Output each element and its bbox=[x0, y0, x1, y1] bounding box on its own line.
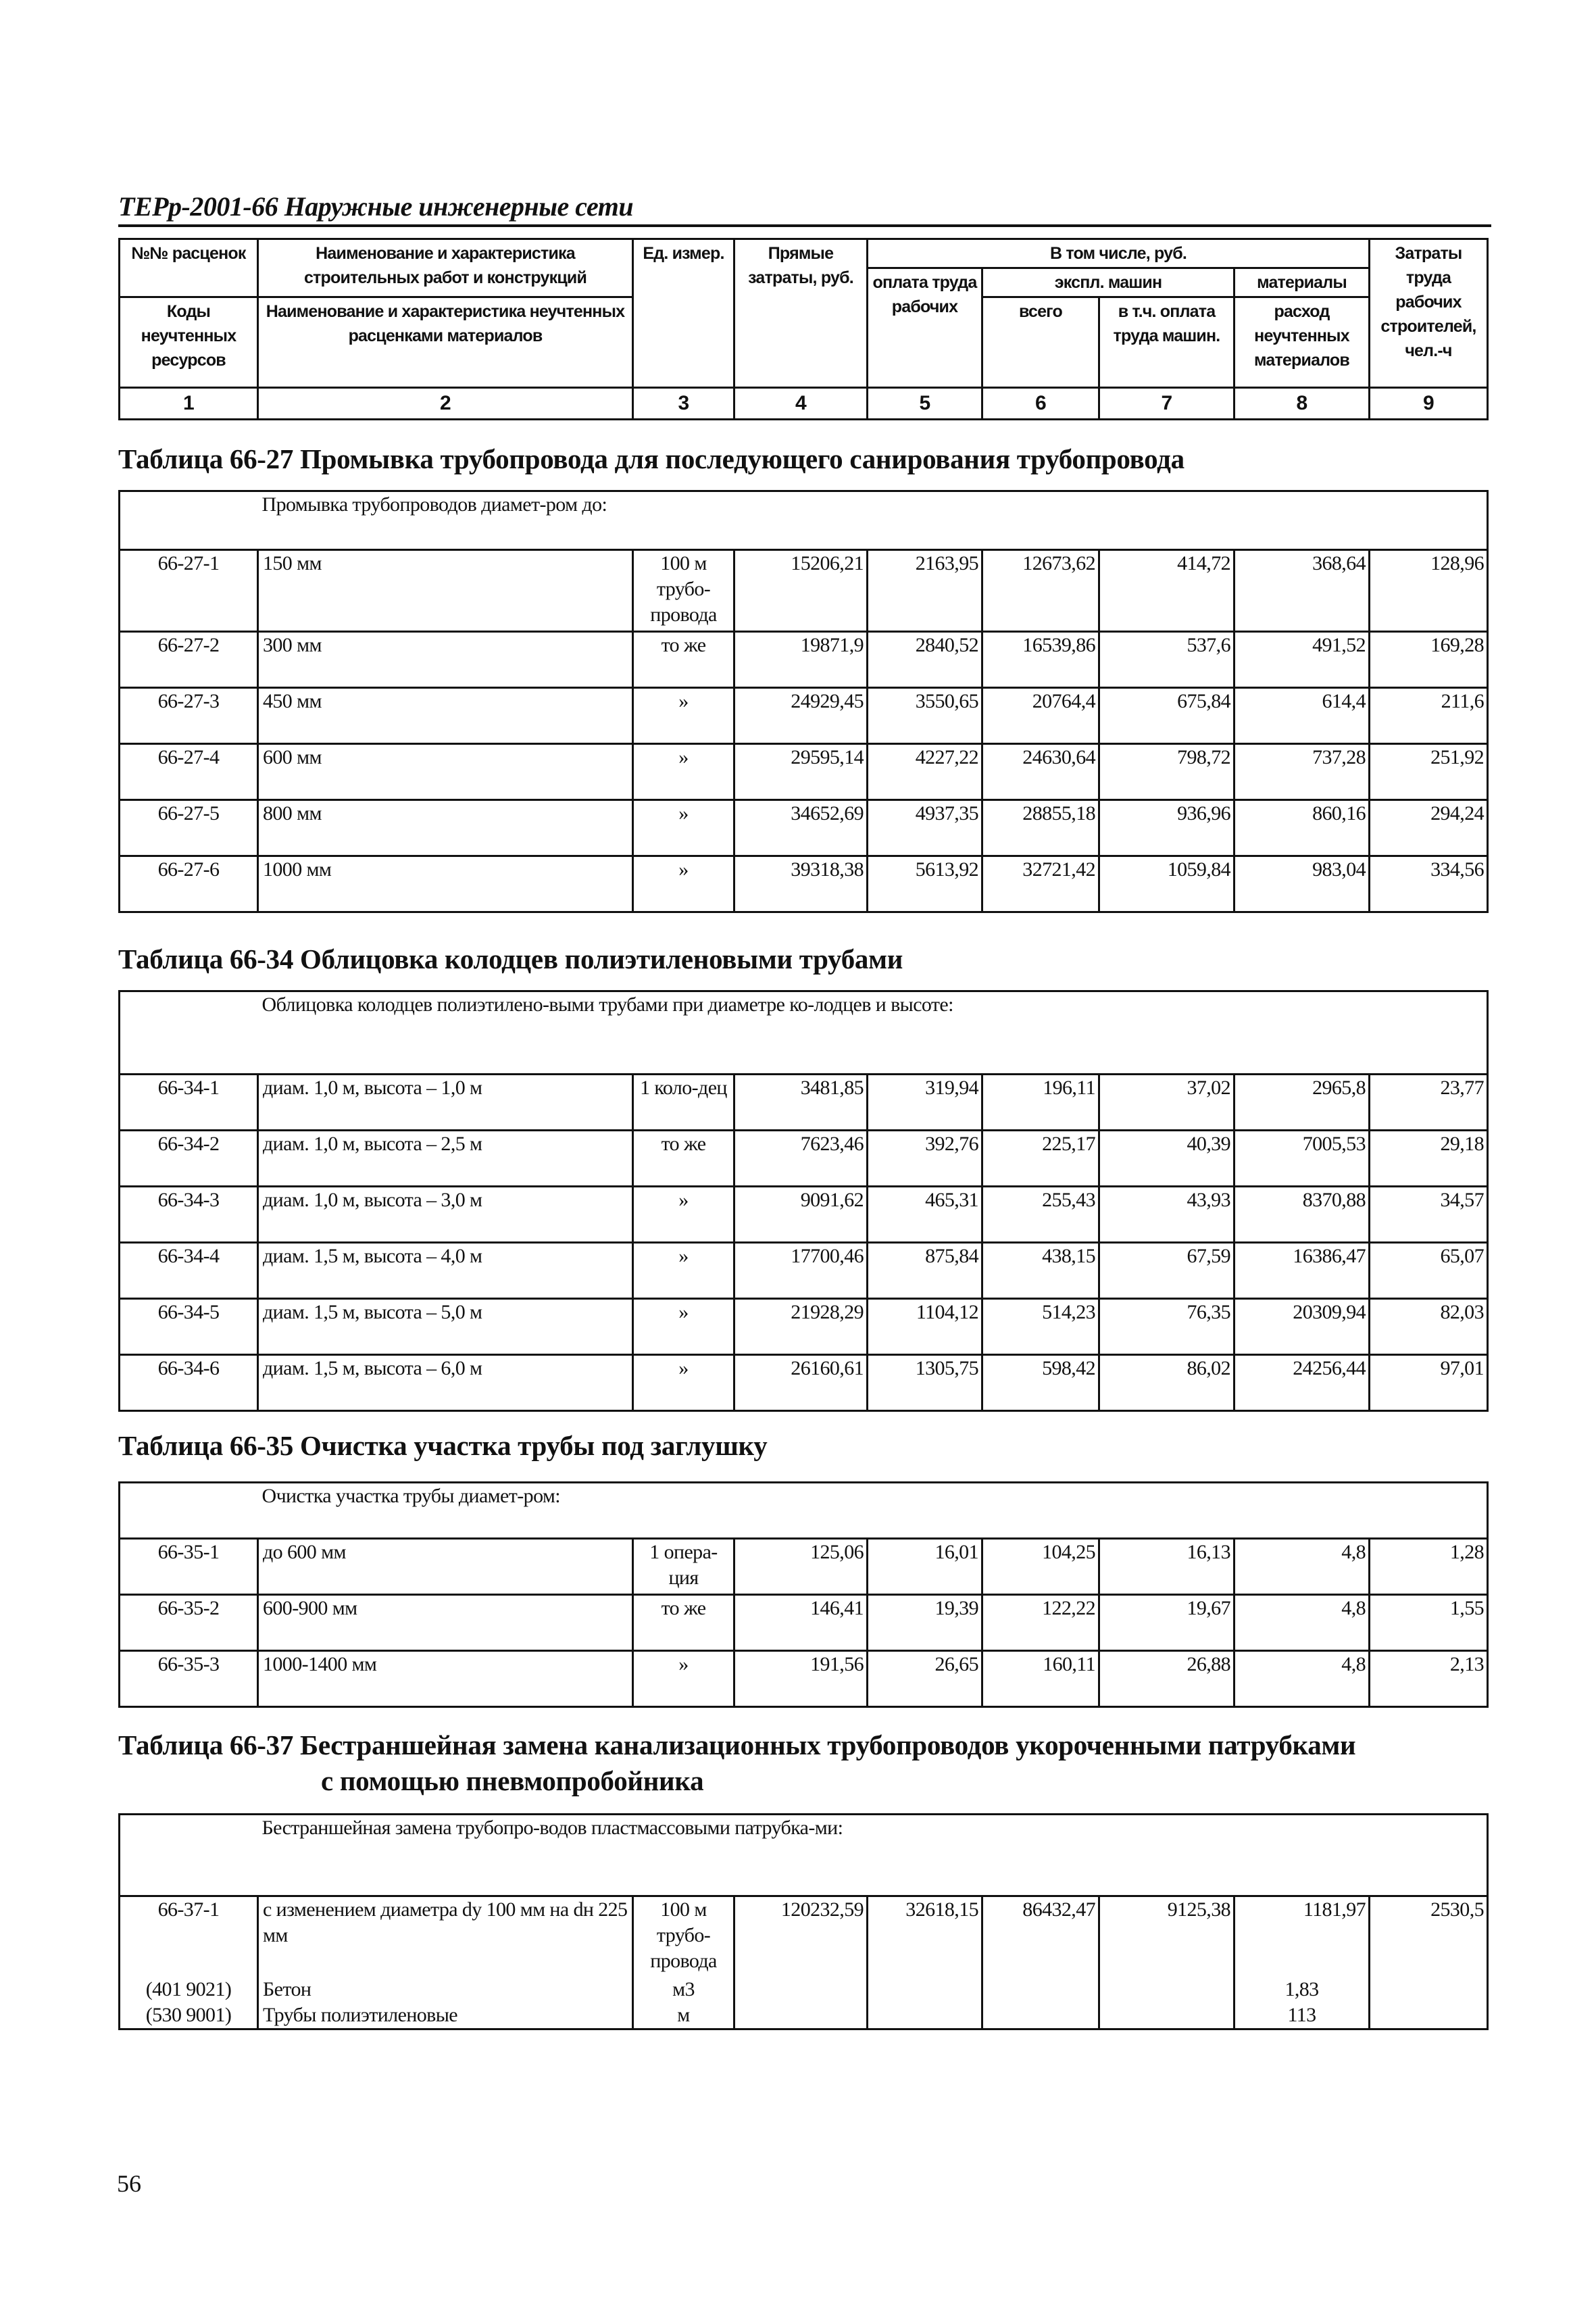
table-row bbox=[120, 1299, 1488, 1355]
worker-pay: 1305,75 bbox=[868, 1355, 982, 1411]
machines-total: 196,11 bbox=[982, 1075, 1099, 1131]
table-title-66-34: Таблица 66-34 Облицовка колодцев полиэтиленовыми трубами bbox=[118, 943, 903, 975]
rate-code: 66-34-2 bbox=[120, 1131, 258, 1187]
work-name: диам. 1,5 м, высота – 4,0 м bbox=[258, 1243, 633, 1299]
machine-operator-pay: 1059,84 bbox=[1099, 856, 1235, 912]
page-number: 56 bbox=[117, 2170, 141, 2197]
direct-costs: 15206,21 bbox=[734, 550, 868, 632]
machines-total: 514,23 bbox=[982, 1299, 1099, 1355]
rate-code: 66-27-4 bbox=[120, 744, 258, 800]
material-name: Бетон bbox=[258, 1977, 633, 2002]
unit: 100 м трубо-провода bbox=[633, 1896, 734, 1977]
table-row bbox=[120, 1651, 1488, 1707]
unit: » bbox=[633, 1299, 734, 1355]
header-number: 3 bbox=[633, 388, 734, 420]
work-name: диам. 1,0 м, высота – 2,5 м bbox=[258, 1131, 633, 1187]
worker-pay: 4937,35 bbox=[868, 800, 982, 856]
intro-spacer bbox=[1370, 491, 1488, 550]
materials: 4,8 bbox=[1235, 1539, 1370, 1595]
worker-pay: 2163,95 bbox=[868, 550, 982, 632]
empty-cell bbox=[1370, 2002, 1488, 2029]
material-amount: 113 bbox=[1235, 2002, 1370, 2029]
empty-cell bbox=[1099, 1977, 1235, 2002]
rate-code: 66-35-3 bbox=[120, 1651, 258, 1707]
header-number: 5 bbox=[868, 388, 982, 420]
machines-total: 86432,47 bbox=[982, 1896, 1099, 1977]
machines-total: 225,17 bbox=[982, 1131, 1099, 1187]
header-machine-operator-pay: в т.ч. оплата труда машин. bbox=[1099, 297, 1235, 388]
rate-code: 66-34-1 bbox=[120, 1075, 258, 1131]
intro-spacer bbox=[1370, 1483, 1488, 1539]
empty-cell bbox=[868, 2002, 982, 2029]
header-number: 4 bbox=[734, 388, 868, 420]
machines-total: 20764,4 bbox=[982, 688, 1099, 744]
worker-pay: 392,76 bbox=[868, 1131, 982, 1187]
machines-total: 255,43 bbox=[982, 1187, 1099, 1243]
labor-hours: 334,56 bbox=[1370, 856, 1488, 912]
labor-hours: 294,24 bbox=[1370, 800, 1488, 856]
resource-code: (530 9001) bbox=[120, 2002, 258, 2029]
machines-total: 160,11 bbox=[982, 1651, 1099, 1707]
running-head-rule bbox=[118, 224, 1491, 227]
work-name: 1000-1400 мм bbox=[258, 1651, 633, 1707]
machines-total: 24630,64 bbox=[982, 744, 1099, 800]
resource-code: (401 9021) bbox=[120, 1977, 258, 2002]
unit: » bbox=[633, 744, 734, 800]
table-intro-text: Бестраншейная замена трубопро-водов пластмассовыми патрубка-ми: bbox=[258, 1815, 1370, 1896]
table-row bbox=[120, 1595, 1488, 1651]
header-material-consumption: расход неучтенных материалов bbox=[1235, 297, 1370, 388]
table-intro-text: Промывка трубопроводов диамет-ром до: bbox=[258, 491, 1370, 550]
labor-hours: 82,03 bbox=[1370, 1299, 1488, 1355]
direct-costs: 39318,38 bbox=[734, 856, 868, 912]
intro-spacer bbox=[1370, 1815, 1488, 1896]
materials: 4,8 bbox=[1235, 1651, 1370, 1707]
table-title-66-35: Таблица 66-35 Очистка участка трубы под заглушку bbox=[118, 1430, 768, 1461]
unit: 1 коло-дец bbox=[633, 1075, 734, 1131]
labor-hours: 1,28 bbox=[1370, 1539, 1488, 1595]
intro-spacer bbox=[120, 491, 258, 550]
worker-pay: 319,94 bbox=[868, 1075, 982, 1131]
material-unit: м3 bbox=[633, 1977, 734, 2002]
header-number: 9 bbox=[1370, 388, 1488, 420]
rate-code: 66-34-6 bbox=[120, 1355, 258, 1411]
table-66-34 bbox=[118, 990, 1489, 1412]
material-row bbox=[120, 2002, 1488, 2029]
table-row bbox=[120, 856, 1488, 912]
direct-costs: 9091,62 bbox=[734, 1187, 868, 1243]
machines-total: 598,42 bbox=[982, 1355, 1099, 1411]
labor-hours: 29,18 bbox=[1370, 1131, 1488, 1187]
machines-total: 104,25 bbox=[982, 1539, 1099, 1595]
table-66-35 bbox=[118, 1481, 1489, 1708]
rate-code: 66-35-1 bbox=[120, 1539, 258, 1595]
work-name: 300 мм bbox=[258, 632, 633, 688]
work-name: 800 мм bbox=[258, 800, 633, 856]
labor-hours: 34,57 bbox=[1370, 1187, 1488, 1243]
materials: 4,8 bbox=[1235, 1595, 1370, 1651]
table-row bbox=[120, 550, 1488, 632]
work-name: 1000 мм bbox=[258, 856, 633, 912]
worker-pay: 875,84 bbox=[868, 1243, 982, 1299]
empty-cell bbox=[1370, 1977, 1488, 2002]
running-head: ТЕРр-2001-66 Наружные инженерные сети bbox=[118, 191, 634, 222]
worker-pay: 465,31 bbox=[868, 1187, 982, 1243]
labor-hours: 2,13 bbox=[1370, 1651, 1488, 1707]
materials: 491,52 bbox=[1235, 632, 1370, 688]
machine-operator-pay: 43,93 bbox=[1099, 1187, 1235, 1243]
materials: 7005,53 bbox=[1235, 1131, 1370, 1187]
direct-costs: 21928,29 bbox=[734, 1299, 868, 1355]
work-name: диам. 1,5 м, высота – 5,0 м bbox=[258, 1299, 633, 1355]
unit: » bbox=[633, 800, 734, 856]
table-row bbox=[120, 1187, 1488, 1243]
work-name: 600-900 мм bbox=[258, 1595, 633, 1651]
table-row bbox=[120, 1896, 1488, 1977]
unit: » bbox=[633, 688, 734, 744]
machine-operator-pay: 16,13 bbox=[1099, 1539, 1235, 1595]
rate-code: 66-37-1 bbox=[120, 1896, 258, 1977]
worker-pay: 3550,65 bbox=[868, 688, 982, 744]
machine-operator-pay: 26,88 bbox=[1099, 1651, 1235, 1707]
direct-costs: 191,56 bbox=[734, 1651, 868, 1707]
machine-operator-pay: 76,35 bbox=[1099, 1299, 1235, 1355]
unit: то же bbox=[633, 1595, 734, 1651]
header-number: 7 bbox=[1099, 388, 1235, 420]
labor-hours: 23,77 bbox=[1370, 1075, 1488, 1131]
work-name: до 600 мм bbox=[258, 1539, 633, 1595]
header-rate-number: №№ расценок bbox=[120, 239, 258, 297]
table-row bbox=[120, 1539, 1488, 1595]
header-machines-total: всего bbox=[982, 297, 1099, 388]
header-direct-costs: Прямые затраты, руб. bbox=[734, 239, 868, 388]
column-header-table bbox=[118, 238, 1489, 420]
machine-operator-pay: 675,84 bbox=[1099, 688, 1235, 744]
materials: 20309,94 bbox=[1235, 1299, 1370, 1355]
rate-code: 66-27-3 bbox=[120, 688, 258, 744]
direct-costs: 7623,46 bbox=[734, 1131, 868, 1187]
worker-pay: 4227,22 bbox=[868, 744, 982, 800]
header-group-including: В том числе, руб. bbox=[868, 239, 1370, 268]
work-name: 600 мм bbox=[258, 744, 633, 800]
materials: 614,4 bbox=[1235, 688, 1370, 744]
labor-hours: 128,96 bbox=[1370, 550, 1488, 632]
direct-costs: 146,41 bbox=[734, 1595, 868, 1651]
labor-hours: 65,07 bbox=[1370, 1243, 1488, 1299]
worker-pay: 5613,92 bbox=[868, 856, 982, 912]
work-name: диам. 1,0 м, высота – 1,0 м bbox=[258, 1075, 633, 1131]
work-name: с изменением диаметра dy 100 мм на dн 225 мм bbox=[258, 1896, 633, 1977]
worker-pay: 32618,15 bbox=[868, 1896, 982, 1977]
intro-spacer bbox=[120, 1815, 258, 1896]
materials: 860,16 bbox=[1235, 800, 1370, 856]
header-material-name: Наименование и характеристика неучтенных расценками материалов bbox=[258, 297, 633, 388]
table-title-66-27: Таблица 66-27 Промывка трубопровода для последующего санирования трубопровода bbox=[118, 443, 1184, 474]
work-name: 450 мм bbox=[258, 688, 633, 744]
machine-operator-pay: 86,02 bbox=[1099, 1355, 1235, 1411]
intro-spacer bbox=[120, 1483, 258, 1539]
material-amount: 1,83 bbox=[1235, 1977, 1370, 2002]
machine-operator-pay: 537,6 bbox=[1099, 632, 1235, 688]
header-number: 1 bbox=[120, 388, 258, 420]
machines-total: 28855,18 bbox=[982, 800, 1099, 856]
intro-spacer bbox=[120, 991, 258, 1075]
labor-hours: 169,28 bbox=[1370, 632, 1488, 688]
direct-costs: 26160,61 bbox=[734, 1355, 868, 1411]
machine-operator-pay: 37,02 bbox=[1099, 1075, 1235, 1131]
rate-code: 66-27-5 bbox=[120, 800, 258, 856]
table-row bbox=[120, 800, 1488, 856]
header-number: 6 bbox=[982, 388, 1099, 420]
rate-code: 66-27-1 bbox=[120, 550, 258, 632]
materials: 24256,44 bbox=[1235, 1355, 1370, 1411]
labor-hours: 211,6 bbox=[1370, 688, 1488, 744]
header-machines-group: экспл. машин bbox=[982, 268, 1235, 297]
header-unit: Ед. измер. bbox=[633, 239, 734, 388]
empty-cell bbox=[982, 1977, 1099, 2002]
materials: 1181,97 bbox=[1235, 1896, 1370, 1977]
labor-hours: 251,92 bbox=[1370, 744, 1488, 800]
machine-operator-pay: 936,96 bbox=[1099, 800, 1235, 856]
table-title-66-37: Таблица 66-37 Бестраншейная замена канализационных трубопроводов укороченными патрубками bbox=[118, 1729, 1356, 1761]
machine-operator-pay: 67,59 bbox=[1099, 1243, 1235, 1299]
empty-cell bbox=[734, 1977, 868, 2002]
machines-total: 438,15 bbox=[982, 1243, 1099, 1299]
rate-code: 66-27-2 bbox=[120, 632, 258, 688]
unit: » bbox=[633, 1187, 734, 1243]
table-66-37 bbox=[118, 1813, 1489, 2030]
direct-costs: 120232,59 bbox=[734, 1896, 868, 1977]
unit: » bbox=[633, 1243, 734, 1299]
rate-code: 66-35-2 bbox=[120, 1595, 258, 1651]
rate-code: 66-27-6 bbox=[120, 856, 258, 912]
table-row bbox=[120, 744, 1488, 800]
table-66-27 bbox=[118, 490, 1489, 913]
rate-code: 66-34-4 bbox=[120, 1243, 258, 1299]
machine-operator-pay: 798,72 bbox=[1099, 744, 1235, 800]
material-name: Трубы полиэтиленовые bbox=[258, 2002, 633, 2029]
labor-hours: 2530,5 bbox=[1370, 1896, 1488, 1977]
header-work-name: Наименование и характеристика строительных работ и конструкций bbox=[258, 239, 633, 297]
materials: 16386,47 bbox=[1235, 1243, 1370, 1299]
unit: 100 м трубо-провода bbox=[633, 550, 734, 632]
header-number: 8 bbox=[1235, 388, 1370, 420]
machines-total: 12673,62 bbox=[982, 550, 1099, 632]
intro-spacer bbox=[1370, 991, 1488, 1075]
direct-costs: 34652,69 bbox=[734, 800, 868, 856]
material-unit: м bbox=[633, 2002, 734, 2029]
machine-operator-pay: 19,67 bbox=[1099, 1595, 1235, 1651]
rate-code: 66-34-5 bbox=[120, 1299, 258, 1355]
empty-cell bbox=[1099, 2002, 1235, 2029]
empty-cell bbox=[734, 2002, 868, 2029]
table-title-66-37-line2: с помощью пневмопробойника bbox=[321, 1765, 704, 1796]
machine-operator-pay: 414,72 bbox=[1099, 550, 1235, 632]
direct-costs: 19871,9 bbox=[734, 632, 868, 688]
materials: 8370,88 bbox=[1235, 1187, 1370, 1243]
unit: » bbox=[633, 1355, 734, 1411]
direct-costs: 3481,85 bbox=[734, 1075, 868, 1131]
unit: » bbox=[633, 1651, 734, 1707]
worker-pay: 16,01 bbox=[868, 1539, 982, 1595]
work-name: 150 мм bbox=[258, 550, 633, 632]
header-materials-group: материалы bbox=[1235, 268, 1370, 297]
header-labor-costs: Затраты труда рабочих строителей, чел.-ч bbox=[1370, 239, 1488, 388]
direct-costs: 24929,45 bbox=[734, 688, 868, 744]
header-worker-pay: оплата труда рабочих bbox=[868, 268, 982, 388]
worker-pay: 1104,12 bbox=[868, 1299, 982, 1355]
rate-code: 66-34-3 bbox=[120, 1187, 258, 1243]
machine-operator-pay: 9125,38 bbox=[1099, 1896, 1235, 1977]
material-row bbox=[120, 1977, 1488, 2002]
direct-costs: 29595,14 bbox=[734, 744, 868, 800]
labor-hours: 1,55 bbox=[1370, 1595, 1488, 1651]
materials: 368,64 bbox=[1235, 550, 1370, 632]
header-resource-codes: Коды неучтенных ресурсов bbox=[120, 297, 258, 388]
machine-operator-pay: 40,39 bbox=[1099, 1131, 1235, 1187]
work-name: диам. 1,5 м, высота – 6,0 м bbox=[258, 1355, 633, 1411]
materials: 737,28 bbox=[1235, 744, 1370, 800]
table-row bbox=[120, 632, 1488, 688]
direct-costs: 125,06 bbox=[734, 1539, 868, 1595]
labor-hours: 97,01 bbox=[1370, 1355, 1488, 1411]
materials: 983,04 bbox=[1235, 856, 1370, 912]
table-row bbox=[120, 688, 1488, 744]
worker-pay: 2840,52 bbox=[868, 632, 982, 688]
table-row bbox=[120, 1075, 1488, 1131]
table-row bbox=[120, 1243, 1488, 1299]
unit: » bbox=[633, 856, 734, 912]
machines-total: 122,22 bbox=[982, 1595, 1099, 1651]
table-intro-text: Облицовка колодцев полиэтилено-выми трубами при диаметре ко-лодцев и высоте: bbox=[258, 991, 1370, 1075]
table-row bbox=[120, 1131, 1488, 1187]
machines-total: 32721,42 bbox=[982, 856, 1099, 912]
materials: 2965,8 bbox=[1235, 1075, 1370, 1131]
empty-cell bbox=[982, 2002, 1099, 2029]
empty-cell bbox=[868, 1977, 982, 2002]
unit: то же bbox=[633, 1131, 734, 1187]
direct-costs: 17700,46 bbox=[734, 1243, 868, 1299]
worker-pay: 26,65 bbox=[868, 1651, 982, 1707]
worker-pay: 19,39 bbox=[868, 1595, 982, 1651]
machines-total: 16539,86 bbox=[982, 632, 1099, 688]
unit: то же bbox=[633, 632, 734, 688]
unit: 1 опера-ция bbox=[633, 1539, 734, 1595]
header-number: 2 bbox=[258, 388, 633, 420]
table-row bbox=[120, 1355, 1488, 1411]
table-intro-text: Очистка участка трубы диамет-ром: bbox=[258, 1483, 1370, 1539]
work-name: диам. 1,0 м, высота – 3,0 м bbox=[258, 1187, 633, 1243]
